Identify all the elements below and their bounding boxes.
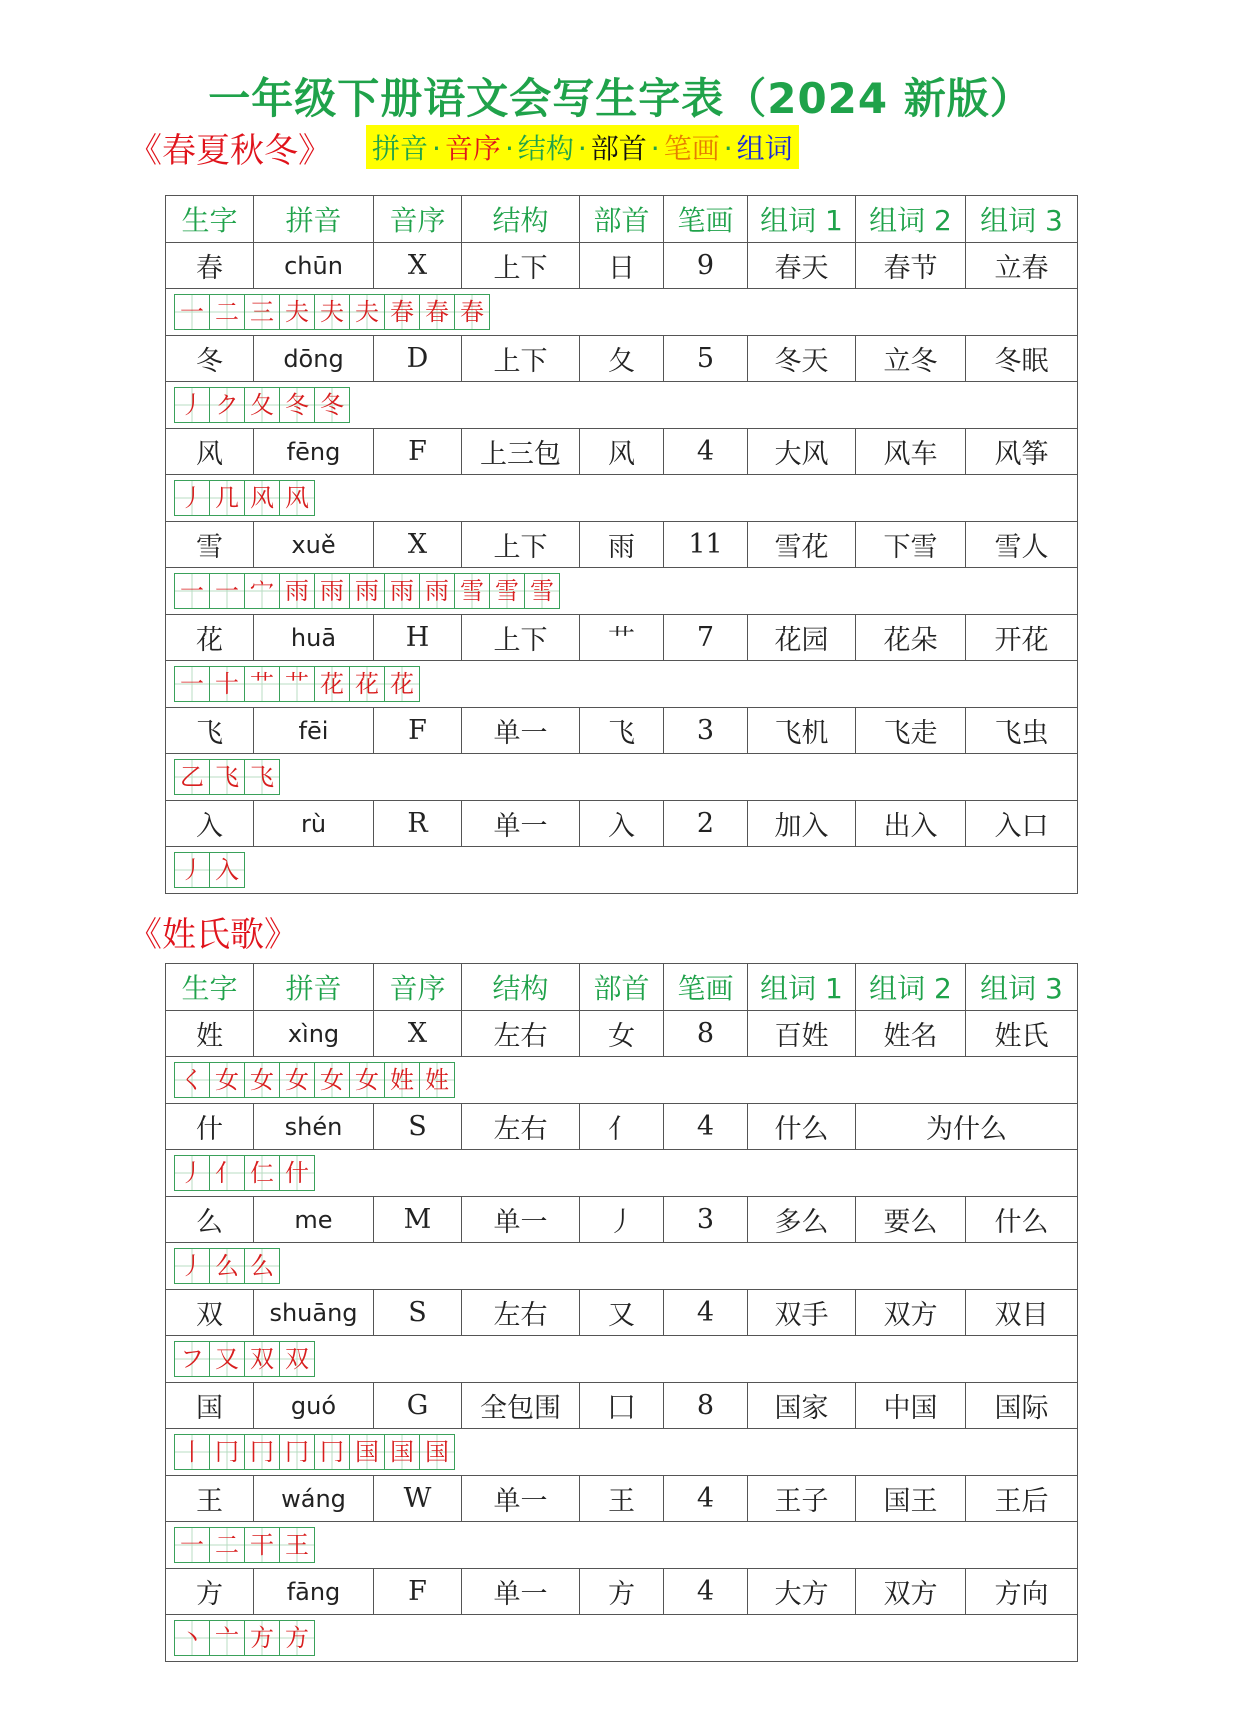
table-row: [166, 1476, 1078, 1522]
pinyin-cell: wáng: [254, 1476, 374, 1522]
stroke-count-cell: 8: [664, 1383, 748, 1429]
pinyin-cell: shuāng: [254, 1290, 374, 1336]
word-3-cell: 风筝: [966, 429, 1078, 475]
stroke-step: 一: [174, 294, 210, 330]
radical-cell: 又: [580, 1290, 664, 1336]
table-row: [166, 336, 1078, 382]
radical-cell: 日: [580, 243, 664, 289]
table-row: [166, 801, 1078, 847]
table-row: [166, 1290, 1078, 1336]
character-cell: 飞: [166, 708, 254, 754]
word-3-cell: 立春: [966, 243, 1078, 289]
column-header: 结构: [462, 964, 580, 1011]
structure-cell: 左右: [462, 1290, 580, 1336]
stroke-step: 女: [349, 1062, 385, 1098]
radical-cell: 王: [580, 1476, 664, 1522]
column-header: 组词 3: [966, 964, 1078, 1011]
column-header: 生字: [166, 964, 254, 1011]
structure-cell: 全包围: [462, 1383, 580, 1429]
stroke-count-cell: 4: [664, 1104, 748, 1150]
stroke-order-cell: [166, 289, 1078, 336]
structure-cell: 单一: [462, 801, 580, 847]
stroke-step: 花: [384, 666, 420, 702]
structure-cell: 单一: [462, 1197, 580, 1243]
character-cell: 国: [166, 1383, 254, 1429]
stroke-step: 丿: [174, 1248, 210, 1284]
stroke-step: 十: [209, 666, 245, 702]
word-1-cell: 雪花: [748, 522, 856, 568]
radical-cell: 夂: [580, 336, 664, 382]
stroke-step: 丿: [174, 480, 210, 516]
order-cell: F: [374, 708, 462, 754]
stroke-step: 双: [279, 1341, 315, 1377]
stroke-order-row: [166, 1243, 1078, 1290]
stroke-step: 雪: [454, 573, 490, 609]
page-title: 一年级下册语文会写生字表（2024 新版）: [208, 74, 1033, 123]
radical-cell: 雨: [580, 522, 664, 568]
stroke-step: 飞: [244, 759, 280, 795]
stroke-step: 二: [209, 1527, 245, 1563]
word-1-cell: 大方: [748, 1569, 856, 1615]
word-3-cell: 开花: [966, 615, 1078, 661]
stroke-step: 冂: [209, 1434, 245, 1470]
column-header: 拼音: [254, 196, 374, 243]
stroke-step: 艹: [244, 666, 280, 702]
pinyin-cell: fāng: [254, 1569, 374, 1615]
stroke-step: 冂: [279, 1434, 315, 1470]
table-row: [166, 615, 1078, 661]
stroke-step: 三: [244, 294, 280, 330]
structure-cell: 上下: [462, 243, 580, 289]
order-cell: G: [374, 1383, 462, 1429]
stroke-step: フ: [174, 1341, 210, 1377]
stroke-order-row: [166, 1522, 1078, 1569]
order-cell: D: [374, 336, 462, 382]
stroke-step: く: [174, 1062, 210, 1098]
stroke-step: 丶: [174, 1620, 210, 1656]
section-title: 《姓氏歌》: [128, 914, 298, 955]
stroke-count-cell: 4: [664, 1290, 748, 1336]
stroke-step: 女: [209, 1062, 245, 1098]
word-3-cell: 什么: [966, 1197, 1078, 1243]
column-header: 音序: [374, 964, 462, 1011]
radical-cell: 风: [580, 429, 664, 475]
pinyin-cell: me: [254, 1197, 374, 1243]
pinyin-cell: fēi: [254, 708, 374, 754]
stroke-step: 又: [209, 1341, 245, 1377]
stroke-order-cell: [166, 1243, 1078, 1290]
stroke-step: 入: [209, 852, 245, 888]
word-2-cell: 中国: [856, 1383, 966, 1429]
word-3-cell: 雪人: [966, 522, 1078, 568]
stroke-order-cell: [166, 1429, 1078, 1476]
stroke-step: 雨: [279, 573, 315, 609]
stroke-step: 亻: [209, 1155, 245, 1191]
stroke-step: 花: [349, 666, 385, 702]
stroke-count-cell: 3: [664, 708, 748, 754]
stroke-order-row: [166, 661, 1078, 708]
stroke-step: 艹: [279, 666, 315, 702]
stroke-step: 飞: [209, 759, 245, 795]
stroke-step: 一: [209, 573, 245, 609]
stroke-step: 么: [209, 1248, 245, 1284]
word-1-cell: 春天: [748, 243, 856, 289]
pinyin-cell: huā: [254, 615, 374, 661]
stroke-order-cell: [166, 1336, 1078, 1383]
stroke-count-cell: 7: [664, 615, 748, 661]
stroke-count-cell: 8: [664, 1011, 748, 1057]
column-header: 结构: [462, 196, 580, 243]
column-header: 组词 3: [966, 196, 1078, 243]
stroke-step: 王: [279, 1527, 315, 1563]
section-header-1: [128, 122, 1088, 172]
stroke-order-cell: [166, 847, 1078, 894]
order-cell: X: [374, 1011, 462, 1057]
legend-radical: 部首: [590, 132, 647, 165]
character-cell: 方: [166, 1569, 254, 1615]
order-cell: R: [374, 801, 462, 847]
radical-cell: 女: [580, 1011, 664, 1057]
order-cell: F: [374, 1569, 462, 1615]
stroke-step: 一: [174, 666, 210, 702]
character-table-2: [165, 963, 1078, 1662]
structure-cell: 单一: [462, 1569, 580, 1615]
stroke-step: 一: [174, 573, 210, 609]
stroke-step: 丿: [174, 852, 210, 888]
word-1-cell: 加入: [748, 801, 856, 847]
table-row: [166, 522, 1078, 568]
stroke-step: ク: [209, 387, 245, 423]
column-header: 笔画: [664, 964, 748, 1011]
stroke-step: 春: [419, 294, 455, 330]
word-1-cell: 飞机: [748, 708, 856, 754]
stroke-order-cell: [166, 382, 1078, 429]
word-1-cell: 花园: [748, 615, 856, 661]
column-header: 生字: [166, 196, 254, 243]
word-3-cell: 王后: [966, 1476, 1078, 1522]
stroke-count-cell: 11: [664, 522, 748, 568]
pinyin-cell: dōng: [254, 336, 374, 382]
pinyin-cell: fēng: [254, 429, 374, 475]
order-cell: X: [374, 522, 462, 568]
character-cell: 么: [166, 1197, 254, 1243]
stroke-step: 冬: [314, 387, 350, 423]
order-cell: S: [374, 1290, 462, 1336]
word-1-cell: 双手: [748, 1290, 856, 1336]
character-cell: 冬: [166, 336, 254, 382]
stroke-step: 方: [244, 1620, 280, 1656]
stroke-step: 花: [314, 666, 350, 702]
stroke-step: 风: [244, 480, 280, 516]
order-cell: M: [374, 1197, 462, 1243]
stroke-count-cell: 4: [664, 1569, 748, 1615]
character-cell: 什: [166, 1104, 254, 1150]
stroke-step: 双: [244, 1341, 280, 1377]
table-row: [166, 1011, 1078, 1057]
stroke-step: 夫: [314, 294, 350, 330]
table-row: [166, 708, 1078, 754]
stroke-step: 雨: [419, 573, 455, 609]
stroke-step: 丿: [174, 1155, 210, 1191]
stroke-order-row: [166, 289, 1078, 336]
structure-cell: 单一: [462, 708, 580, 754]
word-1-cell: 百姓: [748, 1011, 856, 1057]
word-2-cell: 立冬: [856, 336, 966, 382]
stroke-step: 二: [209, 294, 245, 330]
stroke-step: 国: [419, 1434, 455, 1470]
structure-cell: 单一: [462, 1476, 580, 1522]
word-3-cell: 飞虫: [966, 708, 1078, 754]
word-1-cell: 王子: [748, 1476, 856, 1522]
stroke-count-cell: 4: [664, 429, 748, 475]
stroke-order-cell: [166, 568, 1078, 615]
word-2-cell: 双方: [856, 1569, 966, 1615]
order-cell: H: [374, 615, 462, 661]
stroke-step: 姓: [419, 1062, 455, 1098]
stroke-order-row: [166, 847, 1078, 894]
word-3-cell: 姓氏: [966, 1011, 1078, 1057]
word-1-cell: 什么: [748, 1104, 856, 1150]
character-cell: 雪: [166, 522, 254, 568]
stroke-order-row: [166, 1057, 1078, 1104]
stroke-step: 冬: [279, 387, 315, 423]
stroke-order-cell: [166, 475, 1078, 522]
stroke-step: 宀: [244, 573, 280, 609]
word-2-cell: 要么: [856, 1197, 966, 1243]
table-row: [166, 1569, 1078, 1615]
stroke-order-row: [166, 382, 1078, 429]
column-header: 组词 1: [748, 964, 856, 1011]
stroke-step: 夫: [279, 294, 315, 330]
order-cell: W: [374, 1476, 462, 1522]
stroke-order-row: [166, 568, 1078, 615]
pinyin-cell: xìng: [254, 1011, 374, 1057]
column-header: 组词 2: [856, 196, 966, 243]
structure-cell: 左右: [462, 1104, 580, 1150]
stroke-order-cell: [166, 754, 1078, 801]
character-cell: 双: [166, 1290, 254, 1336]
word-2-cell: 为什么: [856, 1104, 1078, 1150]
word-3-cell: 方向: [966, 1569, 1078, 1615]
word-2-cell: 双方: [856, 1290, 966, 1336]
order-cell: S: [374, 1104, 462, 1150]
stroke-step: 雨: [314, 573, 350, 609]
word-2-cell: 飞走: [856, 708, 966, 754]
stroke-step: 丿: [174, 387, 210, 423]
stroke-count-cell: 5: [664, 336, 748, 382]
stroke-order-row: [166, 1336, 1078, 1383]
pinyin-cell: chūn: [254, 243, 374, 289]
stroke-order-cell: [166, 1615, 1078, 1662]
section-header-2: [128, 906, 1088, 956]
radical-cell: 艹: [580, 615, 664, 661]
stroke-order-cell: [166, 1057, 1078, 1104]
structure-cell: 上下: [462, 615, 580, 661]
column-header: 组词 2: [856, 964, 966, 1011]
header-row: [166, 964, 1078, 1011]
stroke-count-cell: 4: [664, 1476, 748, 1522]
word-3-cell: 双目: [966, 1290, 1078, 1336]
table-row: [166, 243, 1078, 289]
stroke-step: 夂: [244, 387, 280, 423]
stroke-step: 国: [384, 1434, 420, 1470]
legend-words: 组词: [736, 132, 793, 165]
stroke-order-row: [166, 1150, 1078, 1197]
stroke-step: 雨: [384, 573, 420, 609]
character-cell: 姓: [166, 1011, 254, 1057]
word-2-cell: 国王: [856, 1476, 966, 1522]
stroke-order-row: [166, 1615, 1078, 1662]
stroke-step: 风: [279, 480, 315, 516]
stroke-step: 雪: [489, 573, 525, 609]
stroke-step: 冂: [314, 1434, 350, 1470]
stroke-step: 几: [209, 480, 245, 516]
stroke-step: 干: [244, 1527, 280, 1563]
stroke-step: 国: [349, 1434, 385, 1470]
stroke-order-cell: [166, 661, 1078, 708]
stroke-step: 仁: [244, 1155, 280, 1191]
word-2-cell: 风车: [856, 429, 966, 475]
stroke-step: 雨: [349, 573, 385, 609]
word-3-cell: 入口: [966, 801, 1078, 847]
legend-structure: 结构: [517, 132, 574, 165]
character-cell: 花: [166, 615, 254, 661]
stroke-step: 雪: [524, 573, 560, 609]
column-header: 部首: [580, 964, 664, 1011]
legend-order: 音序: [444, 132, 501, 165]
pinyin-cell: guó: [254, 1383, 374, 1429]
structure-cell: 上下: [462, 522, 580, 568]
stroke-count-cell: 3: [664, 1197, 748, 1243]
header-row: [166, 196, 1078, 243]
radical-cell: 囗: [580, 1383, 664, 1429]
stroke-step: 女: [314, 1062, 350, 1098]
radical-cell: 亻: [580, 1104, 664, 1150]
structure-cell: 上三包: [462, 429, 580, 475]
word-1-cell: 大风: [748, 429, 856, 475]
order-cell: F: [374, 429, 462, 475]
stroke-step: 亠: [209, 1620, 245, 1656]
stroke-step: 女: [244, 1062, 280, 1098]
word-2-cell: 春节: [856, 243, 966, 289]
radical-cell: 丿: [580, 1197, 664, 1243]
pinyin-cell: shén: [254, 1104, 374, 1150]
order-cell: X: [374, 243, 462, 289]
table-row: [166, 1104, 1078, 1150]
stroke-step: 夫: [349, 294, 385, 330]
pinyin-cell: xuě: [254, 522, 374, 568]
table-row: [166, 1383, 1078, 1429]
column-header: 拼音: [254, 964, 374, 1011]
radical-cell: 入: [580, 801, 664, 847]
stroke-step: 春: [384, 294, 420, 330]
character-table-1: [165, 195, 1078, 894]
structure-cell: 上下: [462, 336, 580, 382]
structure-cell: 左右: [462, 1011, 580, 1057]
stroke-count-cell: 9: [664, 243, 748, 289]
word-1-cell: 国家: [748, 1383, 856, 1429]
word-2-cell: 下雪: [856, 522, 966, 568]
column-header: 组词 1: [748, 196, 856, 243]
word-1-cell: 多么: [748, 1197, 856, 1243]
stroke-count-cell: 2: [664, 801, 748, 847]
word-3-cell: 国际: [966, 1383, 1078, 1429]
table-row: [166, 429, 1078, 475]
pinyin-cell: rù: [254, 801, 374, 847]
word-2-cell: 花朵: [856, 615, 966, 661]
stroke-order-row: [166, 1429, 1078, 1476]
stroke-step: 女: [279, 1062, 315, 1098]
stroke-order-row: [166, 475, 1078, 522]
stroke-step: 乙: [174, 759, 210, 795]
legend: 拼音 · 音序 · 结构 · 部首 · 笔画 · 组词: [366, 125, 799, 169]
legend-strokes: 笔画: [663, 132, 720, 165]
character-cell: 入: [166, 801, 254, 847]
radical-cell: 飞: [580, 708, 664, 754]
word-1-cell: 冬天: [748, 336, 856, 382]
stroke-order-row: [166, 754, 1078, 801]
stroke-step: 方: [279, 1620, 315, 1656]
character-cell: 风: [166, 429, 254, 475]
word-3-cell: 冬眠: [966, 336, 1078, 382]
stroke-step: 冂: [244, 1434, 280, 1470]
section-title: 《春夏秋冬》: [128, 130, 332, 171]
word-2-cell: 出入: [856, 801, 966, 847]
stroke-step: 么: [244, 1248, 280, 1284]
stroke-step: 一: [174, 1527, 210, 1563]
stroke-step: 什: [279, 1155, 315, 1191]
character-cell: 春: [166, 243, 254, 289]
word-2-cell: 姓名: [856, 1011, 966, 1057]
stroke-step: 春: [454, 294, 490, 330]
stroke-step: 姓: [384, 1062, 420, 1098]
stroke-step: 丨: [174, 1434, 210, 1470]
column-header: 部首: [580, 196, 664, 243]
stroke-order-cell: [166, 1150, 1078, 1197]
legend-pinyin: 拼音: [372, 132, 429, 165]
radical-cell: 方: [580, 1569, 664, 1615]
character-cell: 王: [166, 1476, 254, 1522]
table-row: [166, 1197, 1078, 1243]
column-header: 笔画: [664, 196, 748, 243]
stroke-order-cell: [166, 1522, 1078, 1569]
column-header: 音序: [374, 196, 462, 243]
